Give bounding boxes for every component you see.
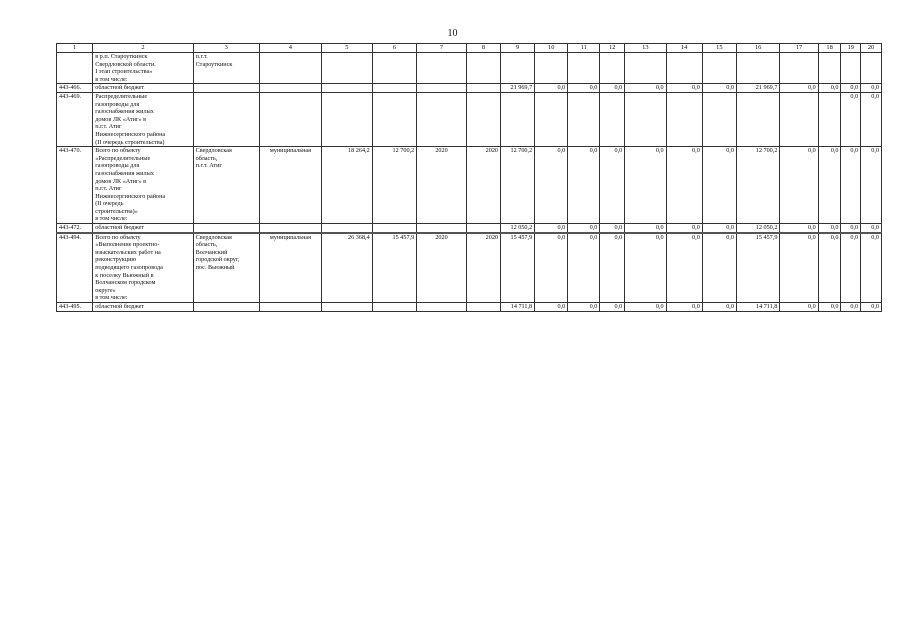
table-cell: 0,0	[780, 147, 818, 224]
table-cell: 0,0	[568, 224, 600, 233]
table-cell: Свердловская область, Волчанский городской округ, пос. Вьюжный	[193, 233, 259, 303]
table-cell	[417, 224, 467, 233]
table-cell	[193, 303, 259, 312]
table-cell: 26 368,4	[321, 233, 372, 303]
row-id-cell: 443-466.	[57, 84, 93, 93]
table-cell	[259, 92, 321, 146]
column-header: 7	[417, 44, 467, 53]
table-cell	[841, 53, 861, 84]
column-header: 8	[466, 44, 500, 53]
table-cell: 0,0	[600, 224, 625, 233]
table-cell: 0,0	[818, 233, 841, 303]
table-cell: 12 050,2	[501, 224, 535, 233]
table-cell: 0,0	[666, 224, 702, 233]
table-cell	[535, 53, 568, 84]
row-id-cell: 443-494.	[57, 233, 93, 303]
table-cell	[372, 53, 417, 84]
table-cell: 0,0	[702, 303, 736, 312]
table-cell: областной бюджет	[93, 84, 193, 93]
table-cell: 0,0	[625, 224, 666, 233]
table-cell: 0,0	[702, 233, 736, 303]
table-cell: 21 969,7	[736, 84, 779, 93]
table-cell: 0,0	[535, 224, 568, 233]
column-header: 16	[736, 44, 779, 53]
table-cell: 2020	[466, 233, 500, 303]
table-cell: 14 711,8	[501, 303, 535, 312]
table-cell	[600, 53, 625, 84]
table-cell: 0,0	[780, 233, 818, 303]
table-cell: 0,0	[535, 303, 568, 312]
table-cell: 0,0	[818, 224, 841, 233]
table-body	[57, 53, 882, 312]
table-cell: 0,0	[625, 303, 666, 312]
table-cell	[625, 53, 666, 84]
table-cell: областной бюджет	[93, 224, 193, 233]
table-cell: 0,0	[841, 303, 861, 312]
table-cell: 0,0	[861, 303, 882, 312]
table-cell: 0,0	[841, 92, 861, 146]
table-cell: 15 457,9	[501, 233, 535, 303]
table-cell	[861, 53, 882, 84]
table-cell: п.г.т. Староуткинск	[193, 53, 259, 84]
table-cell: 0,0	[535, 233, 568, 303]
column-header: 20	[861, 44, 882, 53]
table-cell	[466, 92, 500, 146]
column-header: 15	[702, 44, 736, 53]
table-cell	[600, 92, 625, 146]
table-cell: 15 457,9	[736, 233, 779, 303]
table-cell: 0,0	[535, 84, 568, 93]
table-cell	[417, 303, 467, 312]
table-cell: в р.п. Староуткинск Свердловской области. I этап строительства» в том числе:	[93, 53, 193, 84]
row-id-cell: 443-472.	[57, 224, 93, 233]
table-cell	[259, 84, 321, 93]
table-cell	[193, 224, 259, 233]
table-cell: 0,0	[861, 224, 882, 233]
table-cell	[417, 92, 467, 146]
table-cell	[417, 84, 467, 93]
table-cell: 2020	[417, 147, 467, 224]
table-cell: 0,0	[625, 147, 666, 224]
table-cell: 0,0	[535, 147, 568, 224]
table-cell: 0,0	[600, 303, 625, 312]
table-cell	[535, 92, 568, 146]
table-cell: Свердловская область, п.г.т. Атиг	[193, 147, 259, 224]
table-cell: 0,0	[861, 92, 882, 146]
table-row	[57, 224, 882, 233]
table-cell: 21 969,7	[501, 84, 535, 93]
table-cell	[666, 92, 702, 146]
table-cell	[568, 92, 600, 146]
table-row	[57, 92, 882, 146]
table-cell: 2020	[417, 233, 467, 303]
table-cell: 0,0	[666, 84, 702, 93]
table-cell: Распределительные газопроводы для газоснабжения жилых домов ЛК «Атиг» в п.г.т. Атиг Нижнесергинского района (II очередь строительства)	[93, 92, 193, 146]
table-cell	[321, 53, 372, 84]
table-cell: областной бюджет	[93, 303, 193, 312]
table-cell: 0,0	[841, 233, 861, 303]
table-cell	[501, 53, 535, 84]
table-cell: Всего по объекту «Выполнение проектно- изыскательских работ на реконструкцию подводящего газопровода к поселку Вьюжный в Волчанском городском округе» в том числе:	[93, 233, 193, 303]
table-cell: 0,0	[818, 147, 841, 224]
table-cell	[736, 92, 779, 146]
table-cell: 0,0	[625, 84, 666, 93]
column-number-row	[57, 44, 882, 53]
table-cell: 0,0	[568, 233, 600, 303]
table-cell	[666, 53, 702, 84]
column-header: 4	[259, 44, 321, 53]
table-cell: 0,0	[568, 147, 600, 224]
table-cell	[259, 303, 321, 312]
table-cell: 12 050,2	[736, 224, 779, 233]
column-header: 6	[372, 44, 417, 53]
table-cell: 15 457,9	[372, 233, 417, 303]
column-header: 12	[600, 44, 625, 53]
table-cell: 0,0	[818, 303, 841, 312]
table-cell	[466, 224, 500, 233]
table-cell: 12 700,2	[736, 147, 779, 224]
table-cell	[259, 224, 321, 233]
table-cell: Всего по объекту «Распределительные газопроводы для газоснабжения жилых домов ЛК «Атиг» в п.г.т. Атиг Нижнесергинского района (II очередь строительства)» в том числе:	[93, 147, 193, 224]
column-header: 18	[818, 44, 841, 53]
table-cell: 0,0	[568, 84, 600, 93]
table-cell: 0,0	[600, 84, 625, 93]
table-cell: 0,0	[666, 233, 702, 303]
table-cell	[193, 92, 259, 146]
table-cell: 0,0	[841, 84, 861, 93]
table-cell	[818, 92, 841, 146]
table-cell	[702, 92, 736, 146]
table-cell	[321, 303, 372, 312]
table-cell: 0,0	[625, 233, 666, 303]
table-cell: 0,0	[702, 84, 736, 93]
table-cell	[372, 92, 417, 146]
table-cell: 0,0	[861, 147, 882, 224]
table-row	[57, 233, 882, 303]
table-cell: 0,0	[841, 147, 861, 224]
table-row	[57, 303, 882, 312]
table-cell	[372, 303, 417, 312]
table-cell: 0,0	[666, 303, 702, 312]
column-header: 17	[780, 44, 818, 53]
row-id-cell: 443-495.	[57, 303, 93, 312]
table-cell: 0,0	[861, 233, 882, 303]
table-cell: 0,0	[568, 303, 600, 312]
table-cell	[321, 92, 372, 146]
row-id-cell: 443-469.	[57, 92, 93, 146]
column-header: 2	[93, 44, 193, 53]
table-cell: муниципальная	[259, 147, 321, 224]
row-id-cell	[57, 53, 93, 84]
row-id-cell: 443-470.	[57, 147, 93, 224]
table-cell	[372, 224, 417, 233]
column-header: 19	[841, 44, 861, 53]
column-header: 10	[535, 44, 568, 53]
table-cell: 0,0	[600, 233, 625, 303]
table-cell: 0,0	[666, 147, 702, 224]
table-cell	[818, 53, 841, 84]
table-cell: 0,0	[702, 147, 736, 224]
table-row	[57, 84, 882, 93]
page-number: 10	[447, 28, 458, 39]
table-cell	[466, 303, 500, 312]
table-cell	[625, 92, 666, 146]
table-cell: 12 700,2	[501, 147, 535, 224]
table-cell	[259, 53, 321, 84]
table-cell	[466, 53, 500, 84]
table-cell: 0,0	[780, 84, 818, 93]
table-cell: муниципальная	[259, 233, 321, 303]
column-header: 3	[193, 44, 259, 53]
column-header: 11	[568, 44, 600, 53]
table-cell	[372, 84, 417, 93]
table-cell	[780, 92, 818, 146]
table-cell	[466, 84, 500, 93]
table-cell	[736, 53, 779, 84]
table-cell	[702, 53, 736, 84]
table-cell: 14 711,8	[736, 303, 779, 312]
table-cell: 0,0	[600, 147, 625, 224]
table-cell	[780, 53, 818, 84]
table-cell: 0,0	[702, 224, 736, 233]
table-cell	[568, 53, 600, 84]
column-header: 5	[321, 44, 372, 53]
table-cell	[321, 224, 372, 233]
table-cell: 0,0	[861, 84, 882, 93]
table-cell: 0,0	[780, 303, 818, 312]
table-cell: 12 700,2	[372, 147, 417, 224]
column-header: 1	[57, 44, 93, 53]
table-cell	[501, 92, 535, 146]
table-row	[57, 147, 882, 224]
table-cell	[417, 53, 467, 84]
table-cell	[193, 84, 259, 93]
table-cell: 2020	[466, 147, 500, 224]
table-row	[57, 53, 882, 84]
table-cell	[321, 84, 372, 93]
column-header: 9	[501, 44, 535, 53]
column-header: 13	[625, 44, 666, 53]
table-cell: 0,0	[780, 224, 818, 233]
table-cell: 18 264,2	[321, 147, 372, 224]
column-header: 14	[666, 44, 702, 53]
table-cell: 0,0	[841, 224, 861, 233]
budget-table	[56, 43, 882, 312]
table-cell: 0,0	[818, 84, 841, 93]
